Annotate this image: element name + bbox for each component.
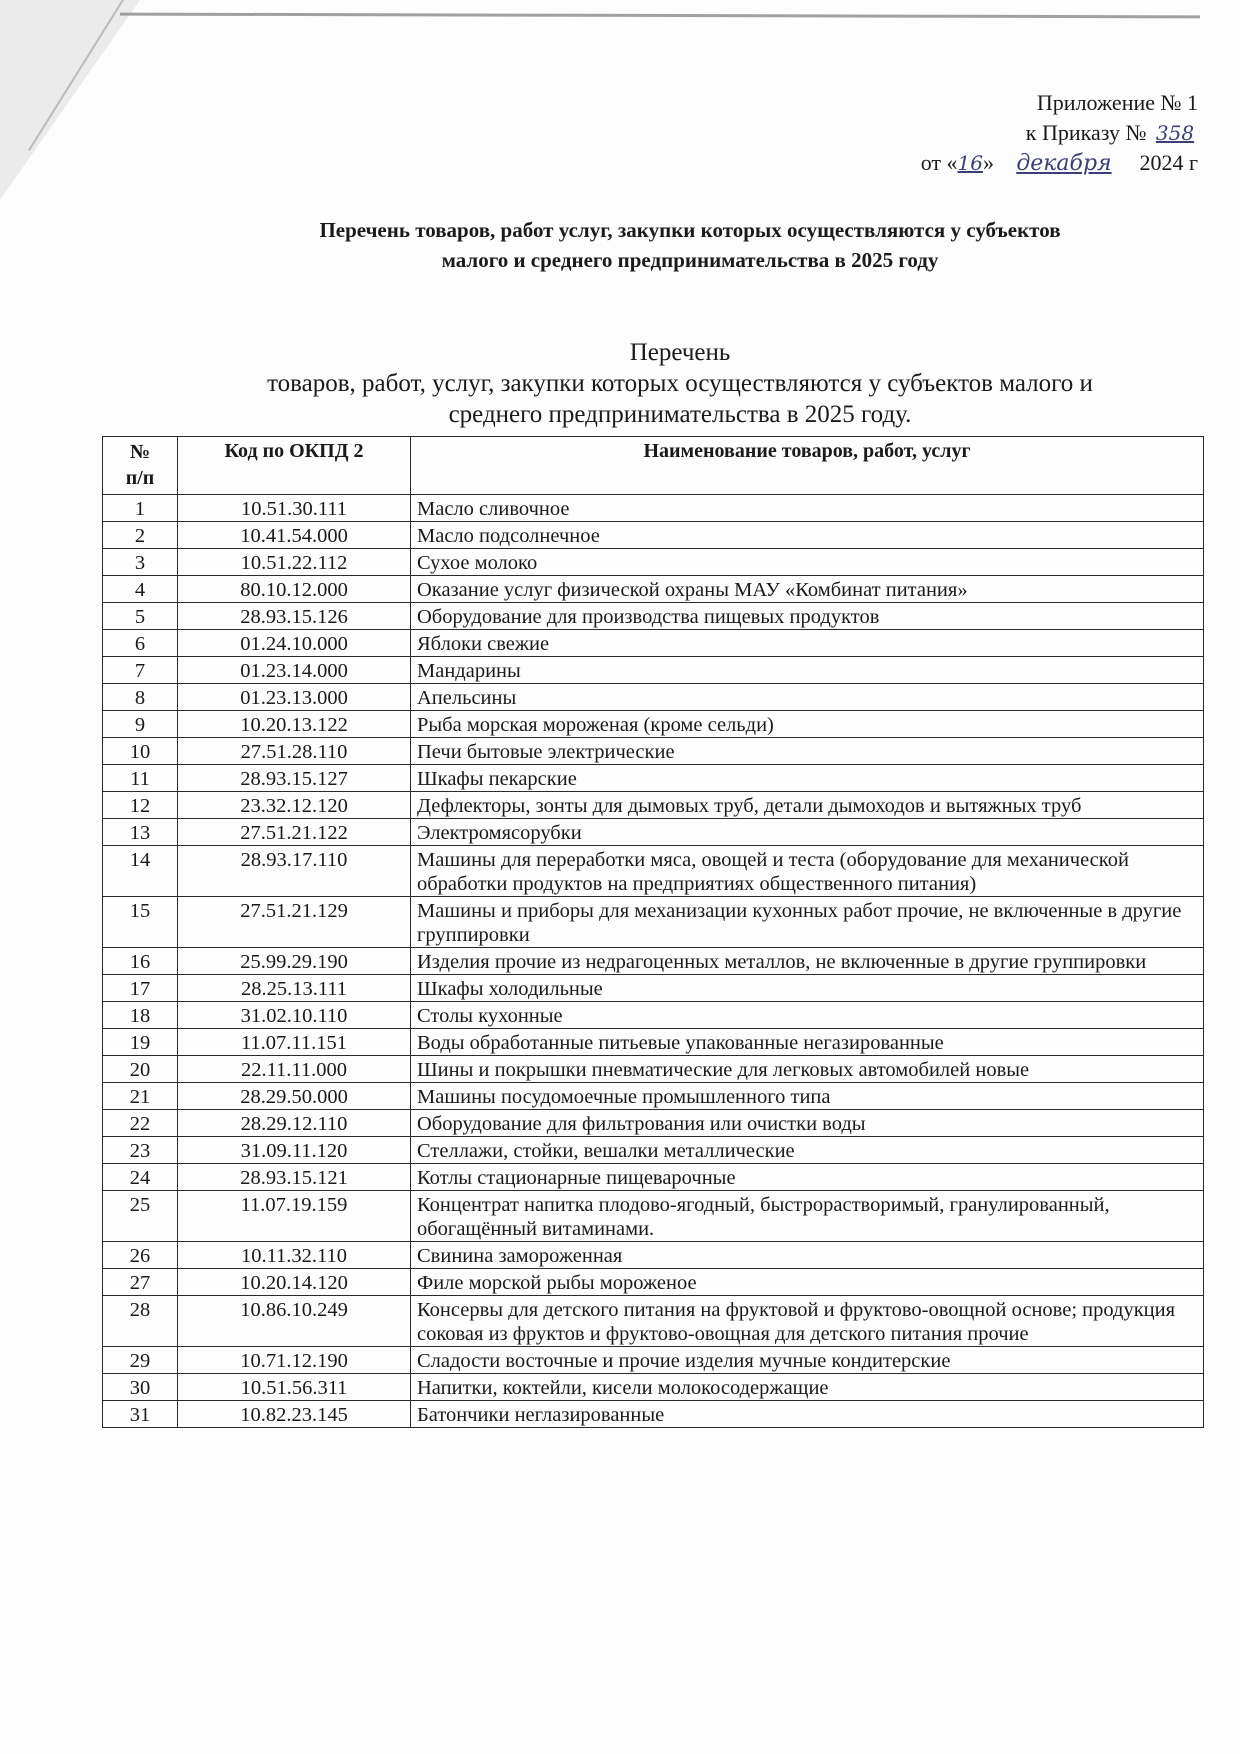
row-okpd-code: 28.93.15.126 [178, 603, 411, 630]
row-number: 4 [103, 576, 178, 603]
row-number: 14 [103, 846, 178, 897]
table-row [103, 1374, 1204, 1401]
table-row [103, 846, 1204, 897]
row-number: 25 [103, 1191, 178, 1242]
row-okpd-code: 10.51.30.111 [178, 495, 411, 522]
header-number-line-2: п/п [125, 467, 155, 489]
table-row [103, 1029, 1204, 1056]
row-item-name: Филе морской рыбы мороженое [411, 1269, 1204, 1296]
row-item-name: Дефлекторы, зонты для дымовых труб, детали дымоходов и вытяжных труб [411, 792, 1204, 819]
table-row [103, 765, 1204, 792]
table-row [103, 1110, 1204, 1137]
row-number: 27 [103, 1269, 178, 1296]
row-number: 6 [103, 630, 178, 657]
annex-line-3 [921, 148, 1198, 179]
order-label: к Приказу № [1025, 120, 1147, 145]
row-item-name: Столы кухонные [411, 1002, 1204, 1029]
row-okpd-code: 01.24.10.000 [178, 630, 411, 657]
row-okpd-code: 01.23.13.000 [178, 684, 411, 711]
date-prefix: от « [920, 150, 958, 175]
table-row [103, 549, 1204, 576]
row-item-name: Электромясорубки [411, 819, 1204, 846]
row-okpd-code: 27.51.28.110 [178, 738, 411, 765]
table-row [103, 495, 1204, 522]
table-row [103, 975, 1204, 1002]
row-number: 18 [103, 1002, 178, 1029]
row-number: 21 [103, 1083, 178, 1110]
table-row [103, 630, 1204, 657]
row-item-name: Машины посудомоечные промышленного типа [411, 1083, 1204, 1110]
row-number: 5 [103, 603, 178, 630]
table-row [103, 1347, 1204, 1374]
table-row [103, 1083, 1204, 1110]
row-number: 24 [103, 1164, 178, 1191]
row-item-name: Печи бытовые электрические [411, 738, 1204, 765]
table-row [103, 657, 1204, 684]
date-quote-close: » [982, 150, 994, 175]
row-okpd-code: 28.25.13.111 [178, 975, 411, 1002]
row-number: 10 [103, 738, 178, 765]
row-number: 8 [103, 684, 178, 711]
table-row [103, 1242, 1204, 1269]
row-item-name: Консервы для детского питания на фруктовой и фруктово-овощной основе; продукция соковая из фруктов и фруктово-овощная для детского питания прочие [411, 1296, 1204, 1347]
row-item-name: Стеллажи, стойки, вешалки металлические [411, 1137, 1204, 1164]
row-okpd-code: 10.11.32.110 [178, 1242, 411, 1269]
row-okpd-code: 10.82.23.145 [178, 1401, 411, 1428]
row-number: 31 [103, 1401, 178, 1428]
row-item-name: Воды обработанные питьевые упакованные негазированные [411, 1029, 1204, 1056]
row-number: 17 [103, 975, 178, 1002]
header-number-line-1: № [129, 441, 151, 463]
row-okpd-code: 25.99.29.190 [178, 948, 411, 975]
row-item-name: Масло сливочное [411, 495, 1204, 522]
row-okpd-code: 31.09.11.120 [178, 1137, 411, 1164]
document-title-line-2: малого и среднего предпринимательства в 2025 году [441, 248, 939, 272]
date-year: 2024 г [1139, 150, 1198, 175]
table-row [103, 819, 1204, 846]
row-number: 29 [103, 1347, 178, 1374]
row-okpd-code: 11.07.19.159 [178, 1191, 411, 1242]
row-item-name: Мандарины [411, 657, 1204, 684]
goods-table [102, 436, 1204, 1428]
header-name: Наименование товаров, работ, услуг [411, 437, 1204, 495]
row-item-name: Шкафы пекарские [411, 765, 1204, 792]
row-number: 13 [103, 819, 178, 846]
header-code: Код по ОКПД 2 [178, 437, 411, 495]
row-okpd-code: 10.41.54.000 [178, 522, 411, 549]
date-day-handwritten: 16 [957, 151, 983, 175]
row-okpd-code: 01.23.14.000 [178, 657, 411, 684]
row-item-name: Масло подсолнечное [411, 522, 1204, 549]
row-okpd-code: 22.11.11.000 [178, 1056, 411, 1083]
row-okpd-code: 28.93.15.127 [178, 765, 411, 792]
table-row [103, 576, 1204, 603]
row-okpd-code: 27.51.21.122 [178, 819, 411, 846]
table-row [103, 948, 1204, 975]
row-item-name: Оборудование для фильтрования или очистки воды [411, 1110, 1204, 1137]
row-item-name: Оказание услуг физической охраны МАУ «Комбинат питания» [411, 576, 1204, 603]
list-title-line-1: Перечень [629, 339, 731, 366]
table-row [103, 711, 1204, 738]
row-number: 16 [103, 948, 178, 975]
row-okpd-code: 10.20.14.120 [178, 1269, 411, 1296]
table-row [103, 684, 1204, 711]
row-number: 19 [103, 1029, 178, 1056]
row-item-name: Батончики неглазированные [411, 1401, 1204, 1428]
row-okpd-code: 11.07.11.151 [178, 1029, 411, 1056]
row-item-name: Сухое молоко [411, 549, 1204, 576]
table-row [103, 1056, 1204, 1083]
row-okpd-code: 31.02.10.110 [178, 1002, 411, 1029]
row-item-name: Яблоки свежие [411, 630, 1204, 657]
table-row [103, 1296, 1204, 1347]
table-row [103, 1164, 1204, 1191]
table-row [103, 1002, 1204, 1029]
order-number-handwritten: 358 [1155, 121, 1195, 145]
row-number: 1 [103, 495, 178, 522]
table-row [103, 897, 1204, 948]
row-number: 11 [103, 765, 178, 792]
table-row [103, 522, 1204, 549]
list-title-line-3: среднего предпринимательства в 2025 году. [448, 401, 912, 428]
row-number: 22 [103, 1110, 178, 1137]
header-number [103, 437, 178, 495]
list-title-line-2: товаров, работ, услуг, закупки которых осуществляются у субъектов малого и [267, 370, 1093, 397]
row-item-name: Концентрат напитка плодово-ягодный, быстрорастворимый, гранулированный, обогащённый витаминами. [411, 1191, 1204, 1242]
row-item-name: Шины и покрышки пневматические для легковых автомобилей новые [411, 1056, 1204, 1083]
row-number: 9 [103, 711, 178, 738]
annex-title: Приложение № 1 [1036, 90, 1198, 115]
annex-line-1 [921, 88, 1198, 118]
row-item-name: Напитки, коктейли, кисели молокосодержащие [411, 1374, 1204, 1401]
row-okpd-code: 10.51.56.311 [178, 1374, 411, 1401]
row-number: 30 [103, 1374, 178, 1401]
table-row [103, 603, 1204, 630]
row-number: 28 [103, 1296, 178, 1347]
row-okpd-code: 28.93.15.121 [178, 1164, 411, 1191]
row-item-name: Котлы стационарные пищеварочные [411, 1164, 1204, 1191]
table-row [103, 1137, 1204, 1164]
scan-top-edge [120, 13, 1200, 19]
row-item-name: Свинина замороженная [411, 1242, 1204, 1269]
row-item-name: Рыба морская мороженая (кроме сельди) [411, 711, 1204, 738]
row-okpd-code: 10.71.12.190 [178, 1347, 411, 1374]
table-row [103, 738, 1204, 765]
row-number: 20 [103, 1056, 178, 1083]
row-number: 7 [103, 657, 178, 684]
annex-line-2 [921, 118, 1198, 148]
list-title [160, 337, 1200, 430]
row-number: 2 [103, 522, 178, 549]
row-item-name: Сладости восточные и прочие изделия мучные кондитерские [411, 1347, 1204, 1374]
table-header-row [103, 437, 1204, 495]
row-okpd-code: 27.51.21.129 [178, 897, 411, 948]
table-row [103, 1401, 1204, 1428]
row-okpd-code: 28.29.50.000 [178, 1083, 411, 1110]
row-okpd-code: 10.51.22.112 [178, 549, 411, 576]
row-okpd-code: 10.20.13.122 [178, 711, 411, 738]
row-number: 26 [103, 1242, 178, 1269]
row-item-name: Машины и приборы для механизации кухонных работ прочие, не включенные в другие группировки [411, 897, 1204, 948]
table-body [103, 495, 1204, 1428]
row-number: 12 [103, 792, 178, 819]
document-title-line-1: Перечень товаров, работ услуг, закупки которых осуществляются у субъектов [319, 218, 1061, 242]
table-row [103, 792, 1204, 819]
table-row [103, 1269, 1204, 1296]
document-title [190, 215, 1190, 275]
row-okpd-code: 23.32.12.120 [178, 792, 411, 819]
row-okpd-code: 28.29.12.110 [178, 1110, 411, 1137]
row-item-name: Апельсины [411, 684, 1204, 711]
row-item-name: Машины для переработки мяса, овощей и теста (оборудование для механической обработки продуктов на предприятиях общественного питания) [411, 846, 1204, 897]
row-number: 3 [103, 549, 178, 576]
row-item-name: Оборудование для производства пищевых продуктов [411, 603, 1204, 630]
annex-header [921, 88, 1198, 179]
row-number: 15 [103, 897, 178, 948]
row-number: 23 [103, 1137, 178, 1164]
row-item-name: Изделия прочие из недрагоценных металлов, не включенные в другие группировки [411, 948, 1204, 975]
table-row [103, 1191, 1204, 1242]
row-okpd-code: 80.10.12.000 [178, 576, 411, 603]
row-okpd-code: 28.93.17.110 [178, 846, 411, 897]
scan-folded-corner [0, 0, 140, 200]
date-month-handwritten: декабря [1016, 151, 1112, 176]
row-okpd-code: 10.86.10.249 [178, 1296, 411, 1347]
row-item-name: Шкафы холодильные [411, 975, 1204, 1002]
